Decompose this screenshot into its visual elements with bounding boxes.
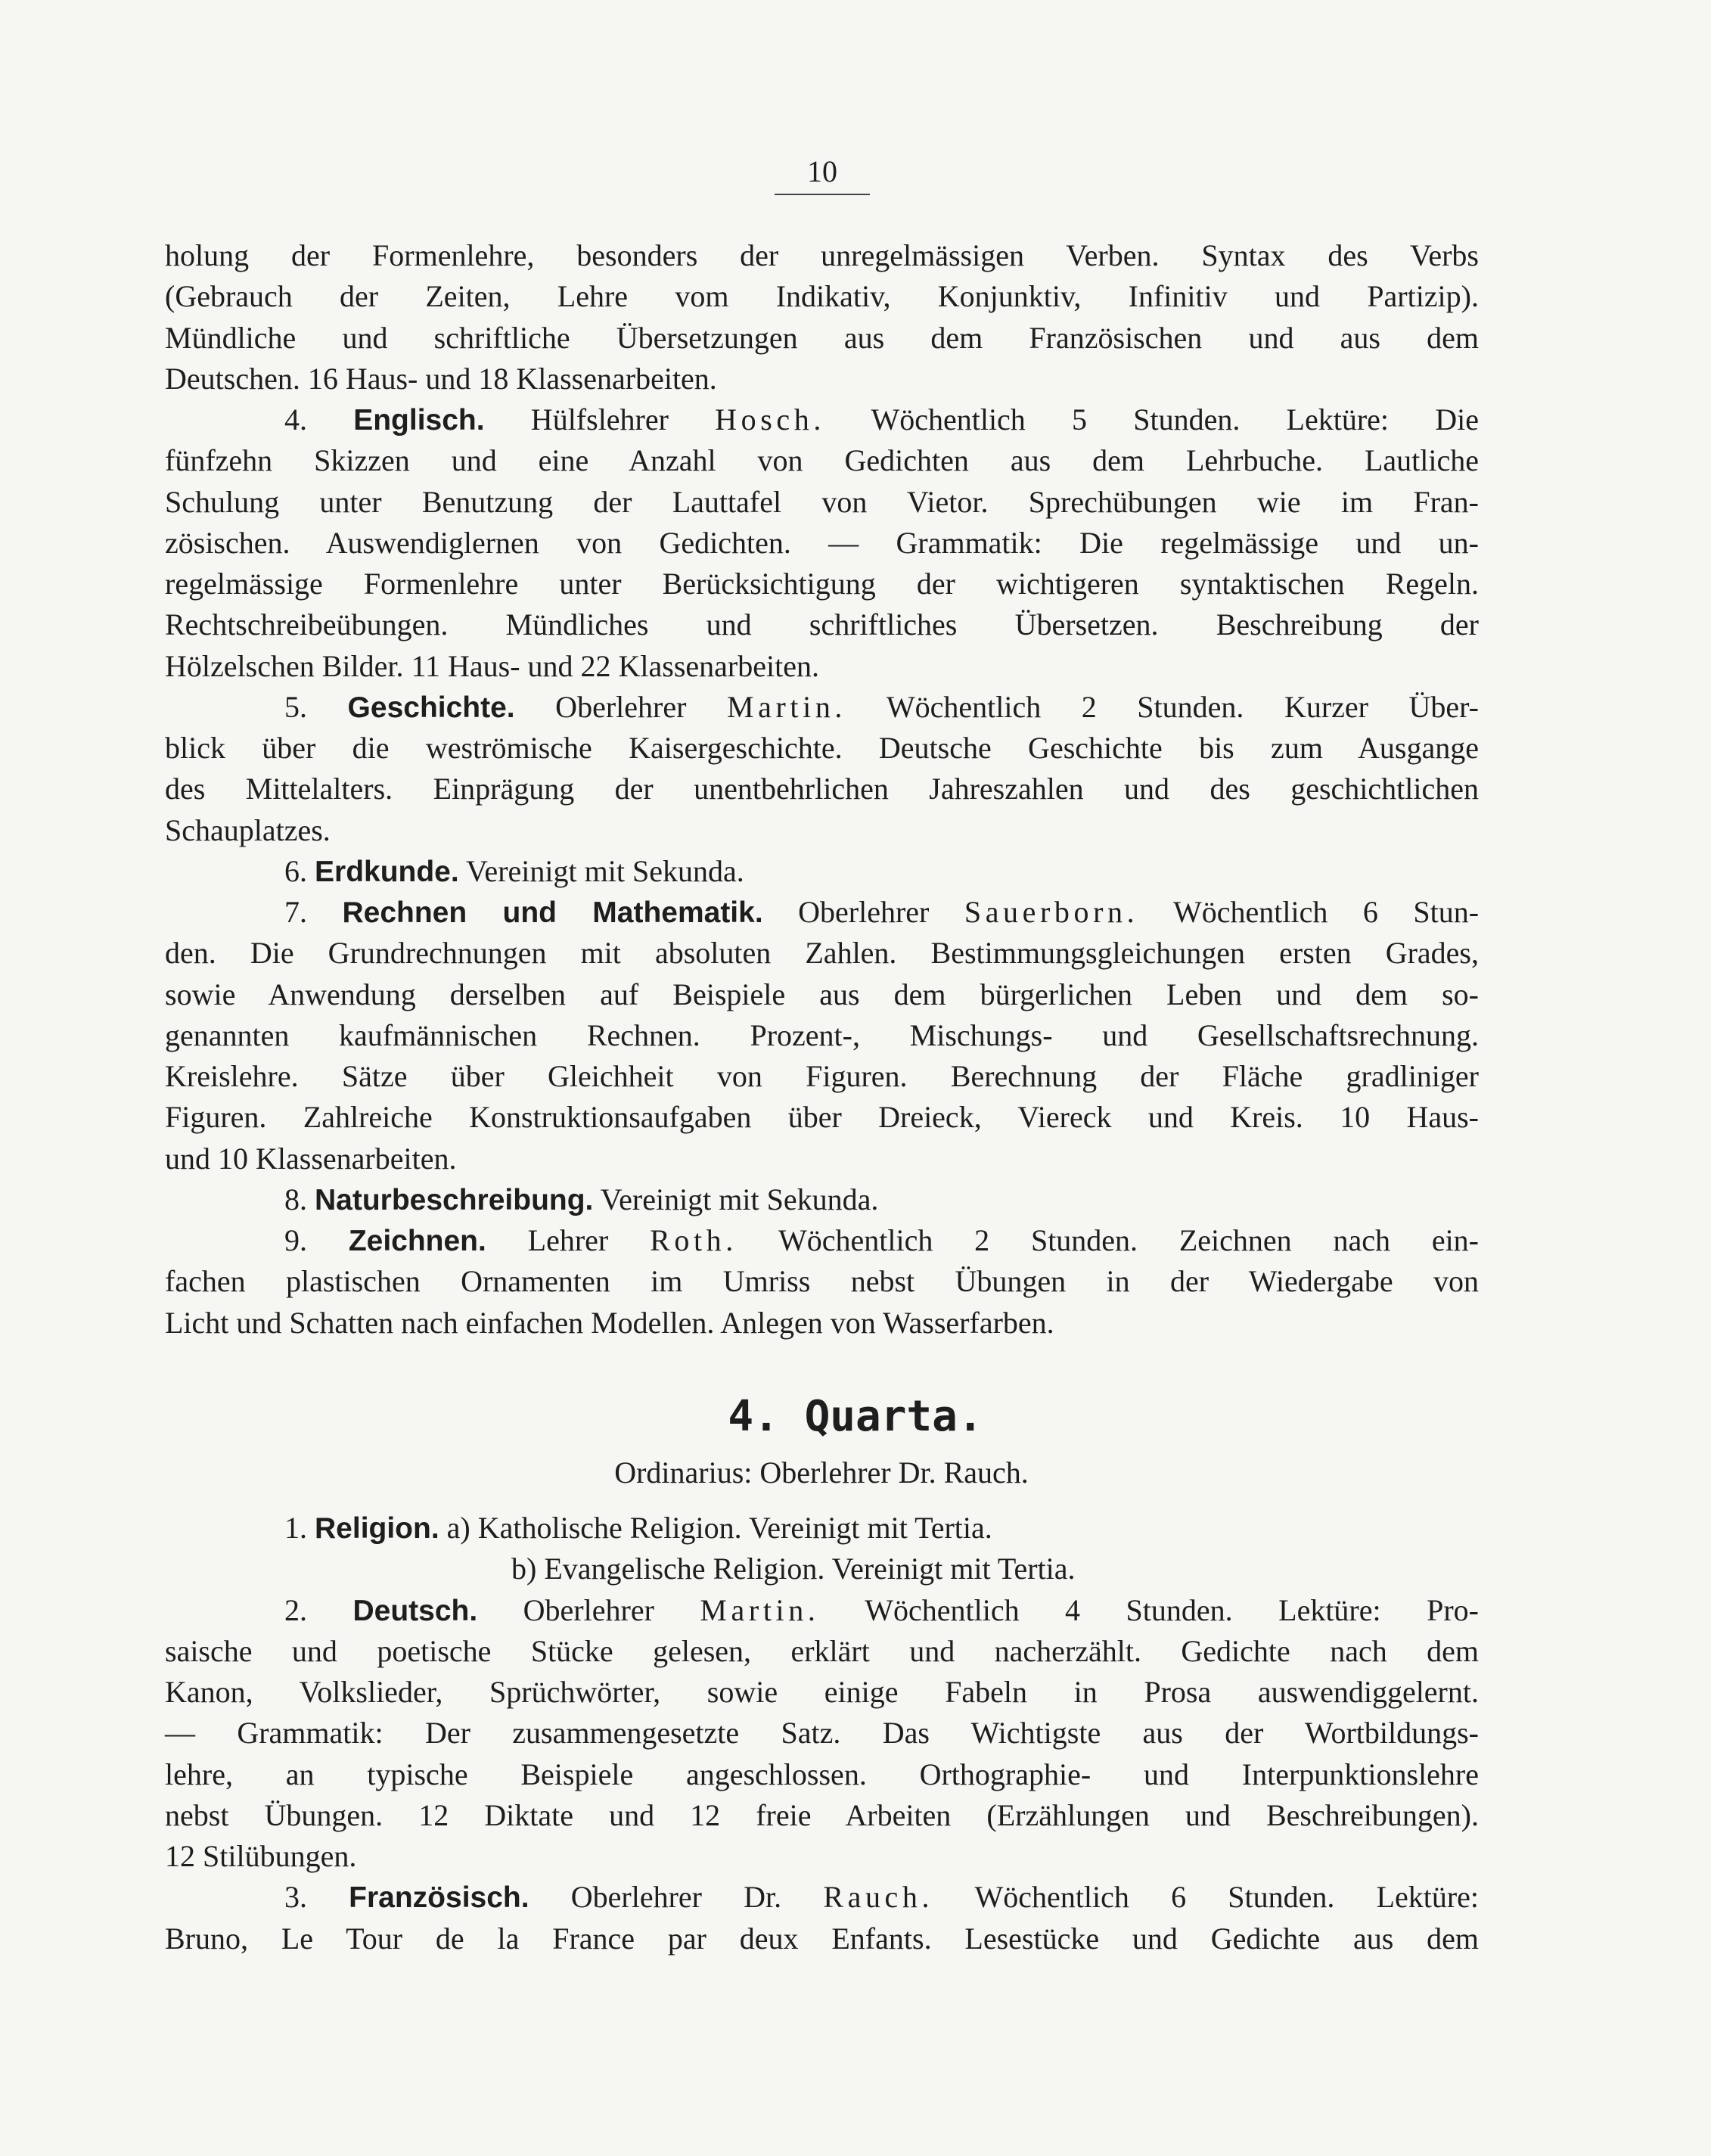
text-run: 4. (284, 402, 354, 436)
subject-title: Geschichte. (347, 691, 515, 724)
text-run: 6. (284, 853, 315, 888)
text-run: saische und poetische Stücke gelesen, erklärt und nacherzählt. Gedichte nach dem (165, 1633, 1479, 1668)
text-line (165, 1918, 1479, 1959)
text-line (165, 810, 1479, 851)
subject-title: Deutsch. (352, 1594, 478, 1627)
text-run: nebst Übungen. 12 Diktate und 12 freie Arbeiten (Erzählungen und Beschreibungen). (165, 1797, 1479, 1832)
text-line (165, 687, 1479, 728)
text-run: Schulung unter Benutzung der Lauttafel von Vietor. Sprechübungen wie im Fran- (165, 484, 1479, 519)
text-run: Kanon, Volkslieder, Sprüchwörter, sowie einige Fabeln in Prosa auswendiggelernt. (165, 1675, 1479, 1709)
subject-title: Erdkunde. (315, 855, 459, 888)
text-run: Vereinigt mit Sekunda. (593, 1182, 879, 1216)
text-run: fachen plastischen Ornamenten im Umriss nebst Übungen in der Wiedergabe von (165, 1264, 1479, 1299)
subject-title: Naturbeschreibung. (315, 1183, 594, 1216)
text-line (165, 1220, 1479, 1261)
text-line (165, 1056, 1479, 1097)
text-run: des Mittelalters. Einprägung der unentbehrlichen Jahreszahlen und des geschichtlichen (165, 772, 1479, 806)
text-line (165, 1672, 1479, 1713)
text-run: Lehrer (486, 1223, 651, 1257)
text-run: 5. (284, 689, 348, 724)
subject-title: Zeichnen. (348, 1225, 486, 1257)
text-line (165, 892, 1479, 933)
text-line (165, 1015, 1479, 1056)
text-line (165, 440, 1479, 481)
text-line (165, 564, 1479, 604)
text-run: Figuren. Zahlreiche Konstruktionsaufgaben über Dreieck, Viereck und Kreis. 10 Haus- (165, 1100, 1479, 1135)
teacher-name: Martin. (726, 689, 847, 724)
text-line (165, 646, 1479, 687)
page-number: 10 (807, 154, 837, 188)
text-run: und 10 Klassenarbeiten. (165, 1141, 457, 1176)
text-run: 7. (284, 895, 343, 929)
text-run: 2. (284, 1592, 353, 1627)
text-line (165, 318, 1479, 359)
text-line (165, 1631, 1479, 1672)
subject-title: Englisch. (353, 404, 485, 436)
text-line (165, 1179, 1479, 1220)
text-line (165, 1097, 1479, 1138)
text-run: Wöchentlich 6 Stun- (1138, 895, 1480, 929)
text-run: Bruno, Le Tour de la France par deux Enfants. Lesestücke und Gedichte aus dem (165, 1921, 1479, 1956)
text-run: Wöchentlich 2 Stunden. Zeichnen nach ein- (737, 1223, 1479, 1257)
text-line (165, 359, 1479, 399)
text-run: regelmässige Formenlehre unter Berücksichtigung der wichtigeren syntaktischen Regeln. (165, 567, 1479, 601)
text-run: Wöchentlich 2 Stunden. Kurzer Über- (846, 689, 1479, 724)
teacher-name: Roth. (650, 1223, 738, 1257)
text-run: — Grammatik: Der zusammengesetzte Satz. Das Wichtigste aus der Wortbildungs- (165, 1716, 1479, 1751)
text-line (165, 604, 1479, 645)
text-run: Mündliche und schriftliche Übersetzungen aus dem Französischen und aus dem (165, 320, 1479, 355)
teacher-name: Hosch. (715, 402, 825, 436)
text-run: holung der Formenlehre, besonders der unregelmässigen Verben. Syntax des Verbs (165, 238, 1479, 272)
section-heading-quarta: 4. Quarta. (728, 1392, 983, 1441)
text-line (165, 399, 1479, 440)
text-run: Oberlehrer Dr. (529, 1880, 824, 1915)
text-run: (Gebrauch der Zeiten, Lehre vom Indikativ, Konjunktiv, Infinitiv und Partizip). (165, 279, 1479, 314)
text-run: Hülfslehrer (484, 402, 716, 436)
section-tertia-continued (165, 235, 1479, 1344)
text-run: 1. (284, 1511, 315, 1545)
teacher-name: Martin. (700, 1592, 820, 1627)
text-line (165, 276, 1479, 317)
text-run: 9. (284, 1223, 349, 1257)
text-run: 8. (284, 1182, 315, 1216)
text-run: a) Katholische Religion. Vereinigt mit Tertia. (439, 1511, 992, 1545)
text-run: Hölzelschen Bilder. 11 Haus- und 22 Klassenarbeiten. (165, 648, 819, 683)
text-run: sowie Anwendung derselben auf Beispiele aus dem bürgerlichen Leben und dem so- (165, 977, 1479, 1011)
subject-title: Rechnen und Mathematik. (342, 896, 763, 929)
text-line (165, 523, 1479, 564)
text-run: Schauplatzes. (165, 812, 331, 847)
text-run: b) Evangelische Religion. Vereinigt mit Tertia. (511, 1552, 1076, 1586)
text-run: lehre, an typische Beispiele angeschlossen. Orthographie- und Interpunktionslehre (165, 1757, 1479, 1791)
text-run: fünfzehn Skizzen und eine Anzahl von Gedichten aus dem Lehrbuche. Lautliche (165, 443, 1479, 478)
text-line (165, 1754, 1479, 1795)
text-run: den. Die Grundrechnungen mit absoluten Zahlen. Bestimmungsgleichungen ersten Grades, (165, 936, 1479, 971)
text-line (165, 1795, 1479, 1836)
text-run: Vereinigt mit Sekunda. (458, 853, 744, 888)
teacher-name: Rauch. (823, 1880, 934, 1915)
teacher-name: Sauerborn. (964, 895, 1139, 929)
text-run: genannten kaufmännischen Rechnen. Prozent-, Mischungs- und Gesellschaftsrechnung. (165, 1017, 1479, 1052)
text-line (165, 1261, 1479, 1302)
text-run: Oberlehrer (514, 689, 727, 724)
text-line (165, 1713, 1479, 1754)
text-line (165, 1549, 1479, 1589)
text-run: Oberlehrer (762, 895, 964, 929)
text-run: Wöchentlich 4 Stunden. Lektüre: Pro- (819, 1592, 1479, 1627)
text-line (165, 974, 1479, 1015)
text-run: Rechtschreibeübungen. Mündliches und schriftliches Übersetzen. Beschreibung der (165, 607, 1479, 642)
text-run: 3. (284, 1880, 349, 1915)
subject-title: Französisch. (349, 1881, 529, 1915)
text-line (165, 1836, 1479, 1877)
text-line (165, 1508, 1479, 1549)
section-quarta (165, 1508, 1479, 1959)
ordinarius-line: Ordinarius: Oberlehrer Dr. Rauch. (614, 1455, 1029, 1490)
text-run: Licht und Schatten nach einfachen Modellen. Anlegen von Wasserfarben. (165, 1305, 1054, 1340)
text-line (165, 728, 1479, 769)
text-run: Wöchentlich 5 Stunden. Lektüre: Die (824, 402, 1479, 436)
text-run: Deutschen. 16 Haus- und 18 Klassenarbeiten. (165, 361, 717, 396)
text-run: Oberlehrer (477, 1592, 700, 1627)
text-line (165, 1139, 1479, 1179)
text-run: Kreislehre. Sätze über Gleichheit von Figuren. Berechnung der Fläche gradliniger (165, 1059, 1479, 1093)
text-run: 12 Stilübungen. (165, 1839, 357, 1873)
text-line (165, 851, 1479, 892)
page-number-rule (775, 194, 870, 195)
text-line (165, 933, 1479, 974)
text-line (165, 1303, 1479, 1344)
text-line (165, 235, 1479, 276)
subject-title: Religion. (315, 1512, 439, 1545)
text-line (165, 1590, 1479, 1631)
text-line (165, 1877, 1479, 1918)
text-run: Wöchentlich 6 Stunden. Lektüre: (933, 1880, 1480, 1915)
text-line (165, 482, 1479, 523)
text-line (165, 769, 1479, 809)
text-run: zösischen. Auswendiglernen von Gedichten. — Grammatik: Die regelmässige und un- (165, 525, 1479, 560)
text-run: blick über die weströmische Kaisergeschichte. Deutsche Geschichte bis zum Ausgange (165, 731, 1479, 765)
